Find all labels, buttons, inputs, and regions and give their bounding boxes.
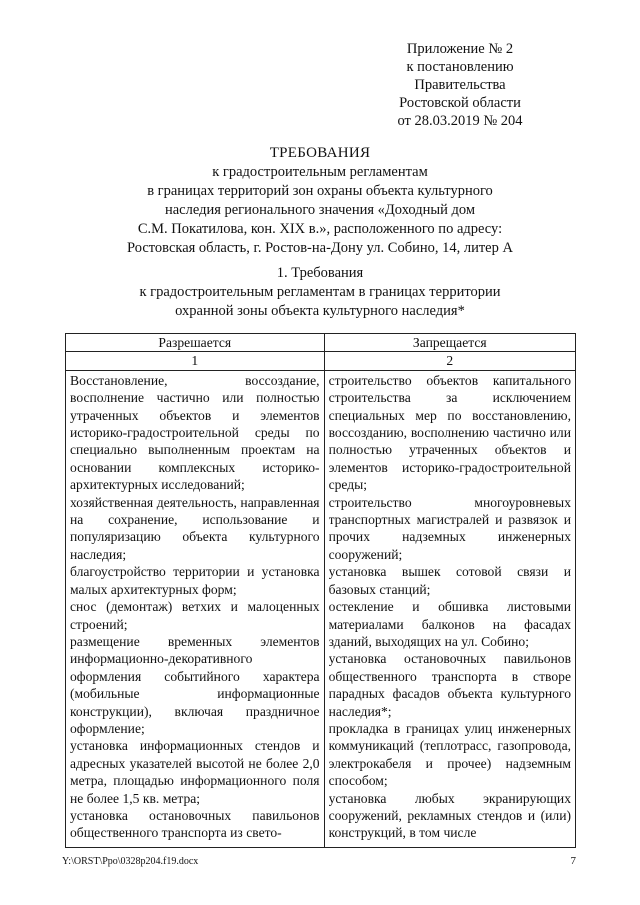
- table-header-row: [66, 334, 576, 352]
- list-item: снос (демонтаж) ветхих и малоценных строений;: [70, 599, 320, 632]
- section-line: к градостроительным регламентам в границах территории: [139, 284, 501, 300]
- table-number-row: [66, 352, 576, 370]
- list-item: установка любых экранирующих сооружений, рекламных стендов и (или) конструкций, в том числе: [328, 790, 571, 841]
- section-line: охранной зоны объекта культурного наследия*: [175, 303, 465, 319]
- title-line: в границах территорий зон охраны объекта культурного: [147, 183, 493, 199]
- section-heading: [60, 264, 580, 321]
- forbidden-column: [324, 370, 575, 847]
- list-item: благоустройство территории и установка малых архитектурных форм;: [70, 564, 320, 597]
- appendix-line: Ростовской области: [399, 95, 521, 111]
- title-line: к градостроительным регламентам: [212, 164, 428, 180]
- section-line: 1. Требования: [276, 265, 364, 281]
- list-item: остекление и обшивка листовыми материалами балконов на фасадах зданий, выходящих на ул. Собино;: [328, 599, 571, 649]
- list-item: строительство многоуровневых транспортных магистралей и развязок и прочих надземных инженерных сооружений;: [328, 494, 571, 562]
- title-line: Ростовская область, г. Ростов-на-Дону ул. Собино, 14, литер А: [127, 240, 513, 256]
- appendix-line: от 28.03.2019 № 204: [397, 113, 523, 129]
- list-item: установка информационных стендов и адресных указателей высотой не более 2,0 метра, площадью информационного поля не более 1,5 кв. метра;: [70, 738, 320, 806]
- footer-file-path: Y:\ORST\Ppo\0328p204.f19.docx: [62, 856, 199, 867]
- title-heading: ТРЕБОВАНИЯ: [269, 145, 371, 161]
- requirements-table: [65, 333, 576, 848]
- list-item: установка остановочных павильонов общественного транспорта в створе парадных фасадов объекта культурного наследия*;: [328, 651, 571, 719]
- header-allowed: Разрешается: [66, 334, 325, 352]
- list-item: строительство объектов капитального строительства за исключением специальных мер по восстановлению, воссозданию, восполнению частично или полностью утраченных объектов и элементов историко-градостроительной среды;: [328, 372, 571, 493]
- column-number: 2: [324, 352, 575, 370]
- appendix-reference: [350, 40, 570, 130]
- list-item: установка вышек сотовой связи и базовых станций;: [328, 564, 571, 597]
- appendix-line: Правительства: [414, 77, 506, 93]
- footer-page-number: 7: [570, 855, 576, 867]
- title-line: наследия регионального значения «Доходный дом: [164, 202, 476, 218]
- header-forbidden: Запрещается: [324, 334, 575, 352]
- list-item: прокладка в границах улиц инженерных коммуникаций (теплотрасс, газопровода, электрокабеля и прочее) надземным способом;: [328, 720, 571, 789]
- table-row: [66, 370, 576, 847]
- appendix-line: Приложение № 2: [406, 41, 514, 57]
- document-title: [60, 144, 580, 258]
- title-line: С.М. Покатилова, кон. XIX в.», расположенного по адресу:: [137, 221, 503, 237]
- list-item: хозяйственная деятельность, направленная на сохранение, использование и популяризацию объекта культурного наследия;: [70, 494, 320, 562]
- column-number: 1: [66, 352, 325, 370]
- list-item: размещение временных элементов информационно-декоративного оформления событийного характера (мобильные информационные конструкции), включая праздничное оформление;: [70, 633, 320, 736]
- list-item: установка остановочных павильонов общественного транспорта из свето-: [70, 807, 320, 841]
- list-item: Восстановление, воссоздание, восполнение частично или полностью утраченных объектов и элементов историко-градостроительной среды по специально выполненным проектам на основании комплексных историко-архитектурных исследований;: [70, 372, 320, 493]
- allowed-column: [66, 370, 325, 847]
- appendix-line: к постановлению: [406, 59, 514, 75]
